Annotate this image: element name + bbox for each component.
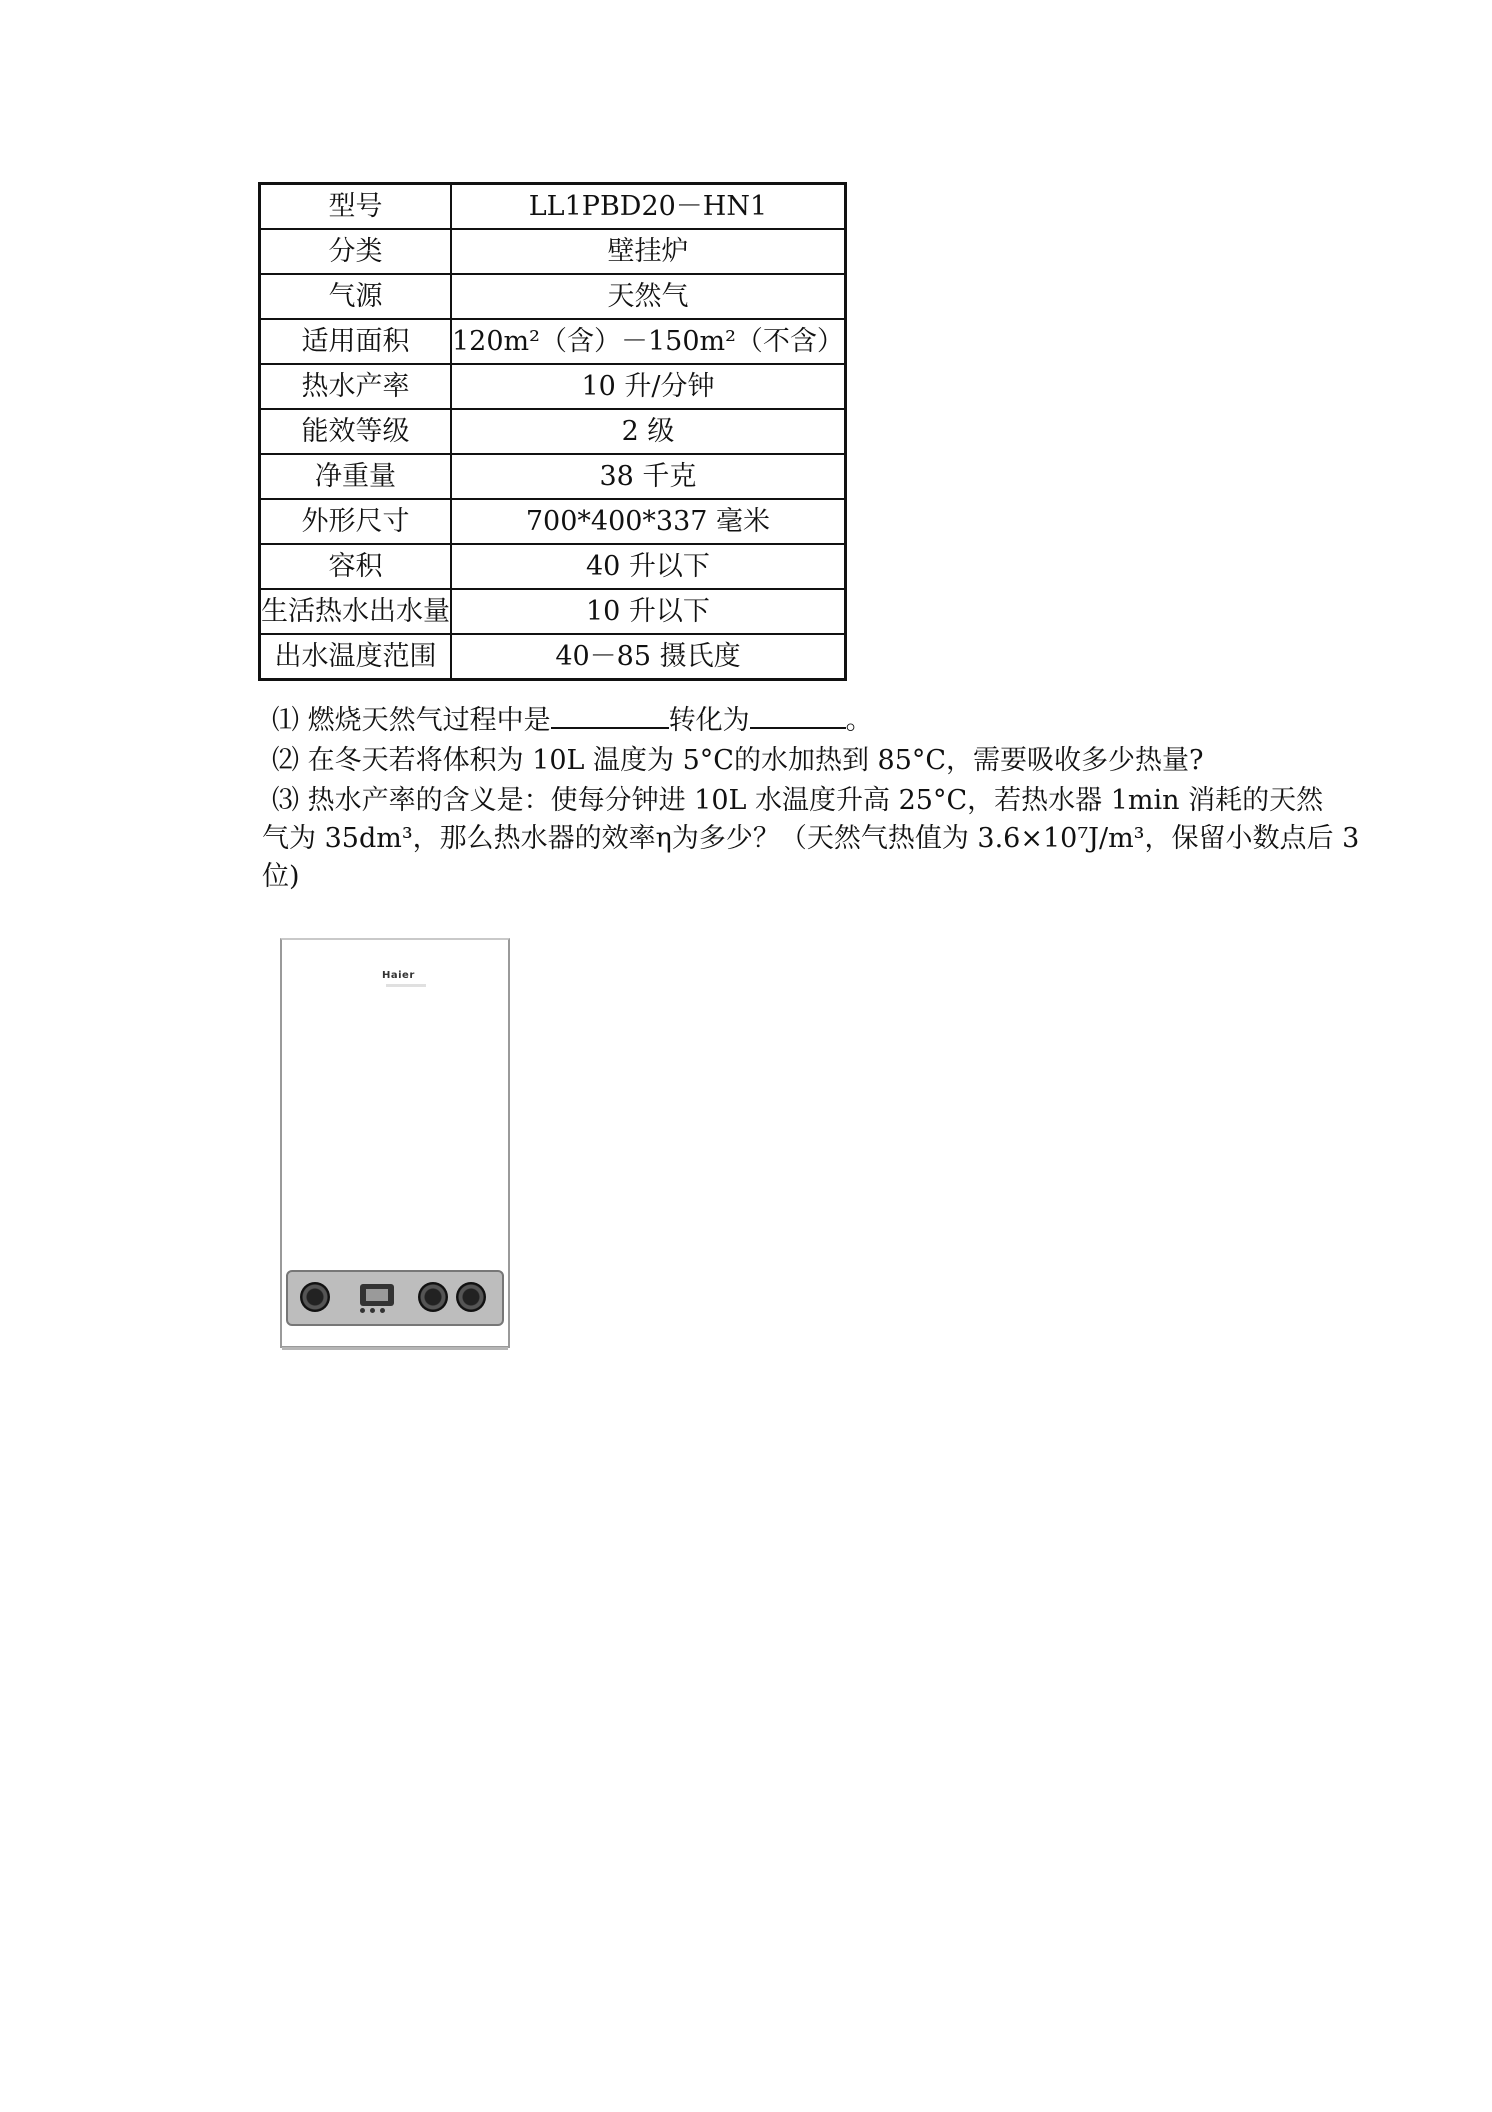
question-1-middle: 转化为 <box>668 705 750 736</box>
spec-label: 适用面积 <box>260 319 452 364</box>
table-row <box>260 229 846 274</box>
question-3-line-1: ⑶ 热水产率的含义是：使每分钟进 10L 水温度升高 25°C，若热水器 1min 消耗的天然 <box>272 785 1324 816</box>
boiler-display-icon <box>360 1284 394 1306</box>
boiler-base <box>282 1347 508 1350</box>
spec-label: 生活热水出水量 <box>260 589 452 634</box>
question-2: ⑵ 在冬天若将体积为 10L 温度为 5°C的水加热到 85°C，需要吸收多少热量? <box>272 745 1204 776</box>
table-row <box>260 499 846 544</box>
spec-label: 净重量 <box>260 454 452 499</box>
table-row <box>260 364 846 409</box>
spec-value: 壁挂炉 <box>451 229 845 274</box>
spec-value: 40 升以下 <box>451 544 845 589</box>
indicator-led-icon <box>360 1308 365 1313</box>
spec-value: LL1PBD20－HN1 <box>451 184 845 230</box>
spec-value: 天然气 <box>451 274 845 319</box>
spec-value: 2 级 <box>451 409 845 454</box>
power-knob-icon <box>300 1282 330 1312</box>
spec-label: 出水温度范围 <box>260 634 452 680</box>
spec-value: 38 千克 <box>451 454 845 499</box>
question-1-prefix: ⑴ 燃烧天然气过程中是 <box>272 705 551 736</box>
table-row <box>260 634 846 680</box>
table-row <box>260 184 846 230</box>
boiler-control-panel <box>286 1270 504 1326</box>
spec-label: 外形尺寸 <box>260 499 452 544</box>
spec-label: 能效等级 <box>260 409 452 454</box>
heating-knob-icon <box>418 1282 448 1312</box>
question-3-line-3: 位) <box>262 861 300 892</box>
spec-label: 型号 <box>260 184 452 230</box>
indicator-led-icon <box>370 1308 375 1313</box>
question-1-suffix: 。 <box>845 705 873 736</box>
spec-label: 气源 <box>260 274 452 319</box>
answer-blank-2 <box>750 703 846 729</box>
indicator-led-icon <box>380 1308 385 1313</box>
spec-value: 10 升/分钟 <box>451 364 845 409</box>
spec-value: 700*400*337 毫米 <box>451 499 845 544</box>
table-row <box>260 589 846 634</box>
spec-label: 分类 <box>260 229 452 274</box>
spec-label: 容积 <box>260 544 452 589</box>
spec-value: 120m²（含）－150m²（不含） <box>451 319 845 364</box>
hot-water-knob-icon <box>456 1282 486 1312</box>
wall-boiler-image <box>280 938 510 1348</box>
brand-logo: Haier <box>382 970 415 981</box>
answer-blank-1 <box>551 703 669 729</box>
spec-value: 40－85 摄氏度 <box>451 634 845 680</box>
spec-label: 热水产率 <box>260 364 452 409</box>
question-1 <box>272 702 873 740</box>
spec-table <box>258 182 847 681</box>
question-3-line-2: 气为 35dm³，那么热水器的效率η为多少？（天然气热值为 3.6×10⁷J/m³，保留小数点后 3 <box>262 823 1360 854</box>
table-row <box>260 274 846 319</box>
table-row <box>260 319 846 364</box>
table-row <box>260 544 846 589</box>
brand-tagline-mark <box>386 984 426 987</box>
spec-value: 10 升以下 <box>451 589 845 634</box>
table-row <box>260 454 846 499</box>
table-row <box>260 409 846 454</box>
spec-table-body <box>260 184 846 680</box>
